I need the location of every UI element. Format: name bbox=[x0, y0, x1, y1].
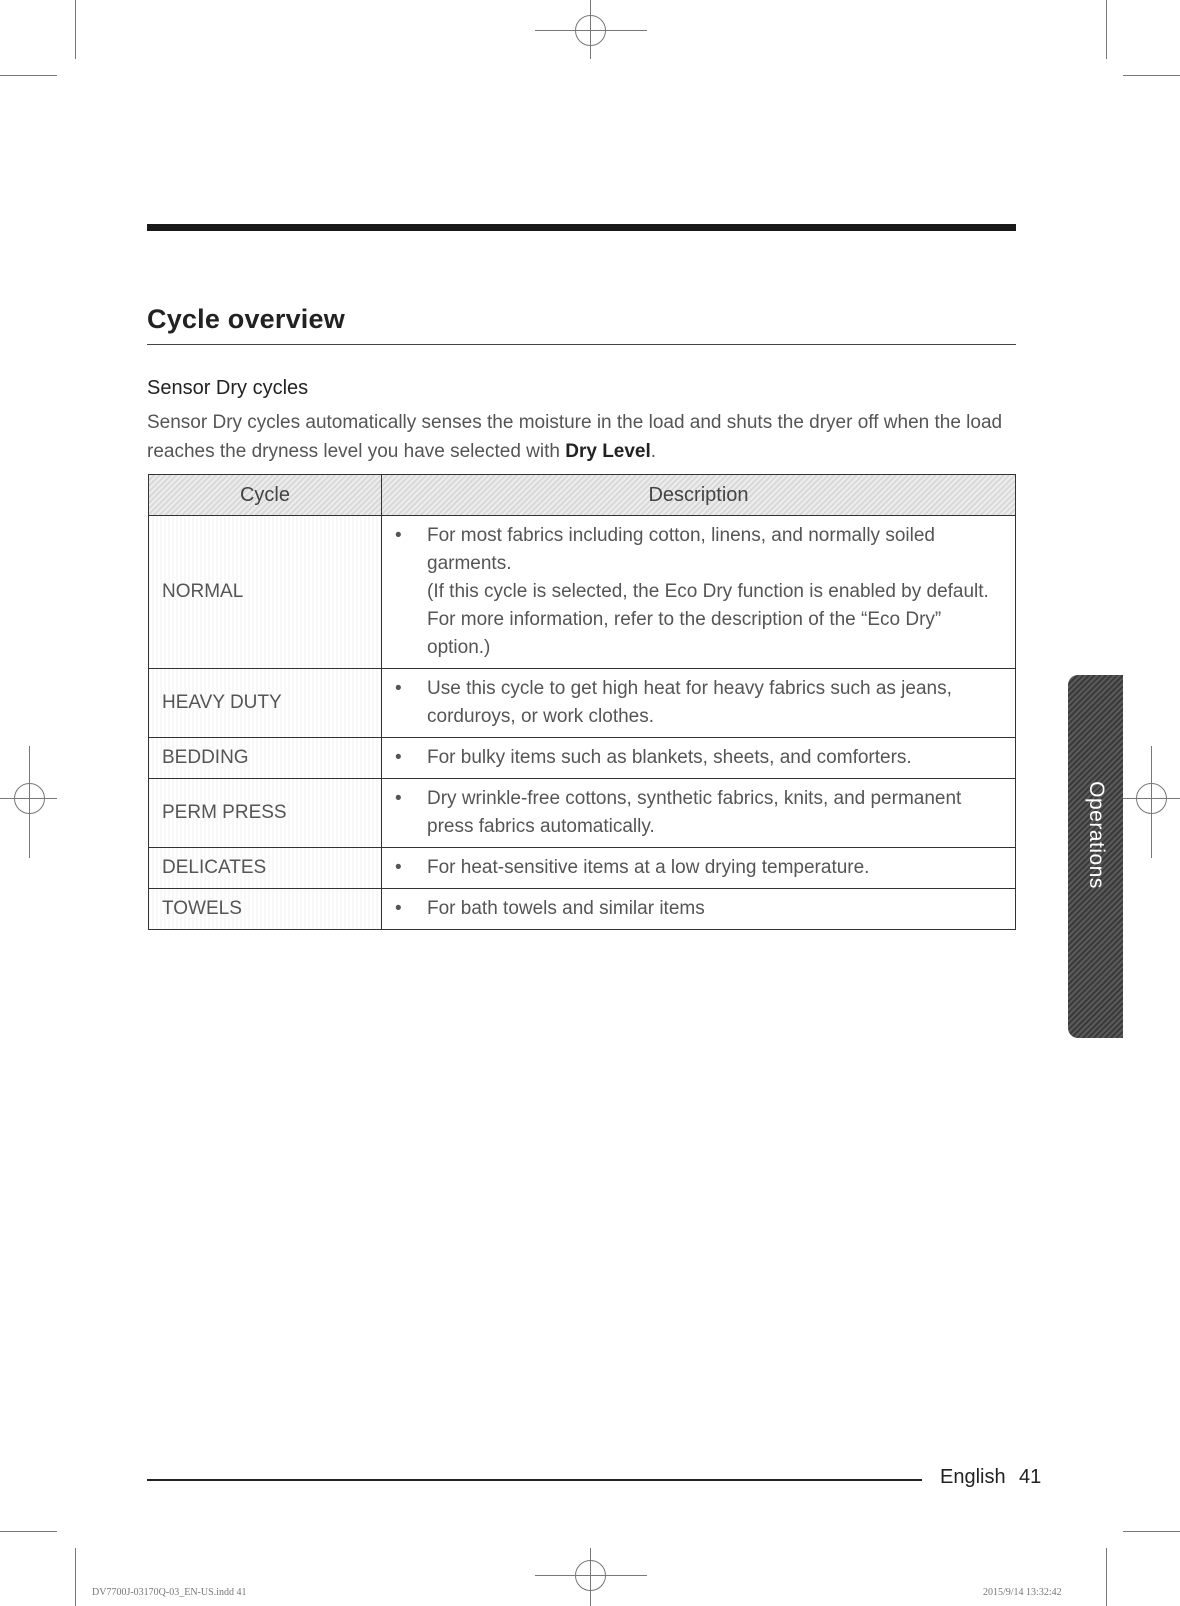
header-description: Description bbox=[382, 475, 1016, 516]
description-item bbox=[395, 785, 997, 841]
table-row bbox=[149, 848, 1016, 889]
section-title: Cycle overview bbox=[147, 304, 345, 334]
dry-level-term: Dry Level bbox=[565, 441, 651, 462]
header-cycle: Cycle bbox=[149, 475, 382, 516]
crop-mark bbox=[1123, 1531, 1180, 1532]
bullet-icon: • bbox=[395, 747, 402, 768]
description-item bbox=[395, 854, 997, 882]
table-row bbox=[149, 669, 1016, 738]
description-item bbox=[395, 675, 997, 731]
cycle-name: TOWELS bbox=[149, 889, 382, 930]
cycle-name: PERM PRESS bbox=[149, 779, 382, 848]
crop-mark bbox=[75, 0, 76, 59]
bullet-icon: • bbox=[395, 898, 402, 919]
title-divider bbox=[147, 344, 1016, 345]
chapter-side-tab bbox=[1068, 675, 1123, 1038]
description-text: For heat-sensitive items at a low drying temperature. bbox=[427, 857, 870, 878]
bullet-icon: • bbox=[395, 525, 402, 546]
crop-mark bbox=[0, 1531, 57, 1532]
cycle-description-cell bbox=[382, 889, 1016, 930]
cycle-description-cell bbox=[382, 738, 1016, 779]
bullet-icon: • bbox=[395, 857, 402, 878]
description-text: Use this cycle to get high heat for heavy fabrics such as jeans, corduroys, or work clothes. bbox=[427, 678, 952, 727]
cycle-table bbox=[148, 474, 1016, 930]
cycle-description-cell bbox=[382, 848, 1016, 889]
print-slug-date: 2015/9/14 13:32:42 bbox=[983, 1587, 1062, 1598]
table-header-row bbox=[149, 475, 1016, 516]
description-item bbox=[395, 895, 997, 923]
description-item bbox=[395, 744, 997, 772]
subsection-title: Sensor Dry cycles bbox=[147, 377, 309, 399]
bullet-icon: • bbox=[395, 788, 402, 809]
cycle-name: HEAVY DUTY bbox=[149, 669, 382, 738]
print-slug-file: DV7700J-03170Q-03_EN-US.indd 41 bbox=[92, 1587, 247, 1598]
table-row bbox=[149, 516, 1016, 669]
description-note: (If this cycle is selected, the Eco Dry function is enabled by default. For more information, refer to the description of the “Eco Dry” option.) bbox=[427, 581, 989, 658]
description-text: For most fabrics including cotton, linens, and normally soiled garments. bbox=[427, 525, 935, 574]
description-text: For bath towels and similar items bbox=[427, 898, 705, 919]
cycle-name: BEDDING bbox=[149, 738, 382, 779]
footer-rule bbox=[147, 1479, 922, 1481]
footer-language: English bbox=[940, 1466, 1006, 1488]
cycle-description-cell bbox=[382, 516, 1016, 669]
bullet-icon: • bbox=[395, 678, 402, 699]
crop-mark bbox=[1123, 75, 1180, 76]
cycle-name: DELICATES bbox=[149, 848, 382, 889]
table-row bbox=[149, 889, 1016, 930]
table-row bbox=[149, 738, 1016, 779]
description-item bbox=[395, 522, 997, 662]
page-number: 41 bbox=[1019, 1466, 1042, 1488]
intro-text: Sensor Dry cycles automatically senses the moisture in the load and shuts the dryer off when the load reaches the dryness level you have selected with bbox=[147, 412, 1003, 462]
table-row bbox=[149, 779, 1016, 848]
intro-end: . bbox=[650, 441, 657, 462]
crop-mark bbox=[1106, 1548, 1107, 1606]
top-rule bbox=[147, 224, 1016, 231]
description-text: Dry wrinkle-free cottons, synthetic fabrics, knits, and permanent press fabrics automatically. bbox=[427, 788, 962, 837]
crop-mark bbox=[1106, 0, 1107, 59]
intro-paragraph bbox=[147, 408, 1017, 466]
cycle-name: NORMAL bbox=[149, 516, 382, 669]
description-text: For bulky items such as blankets, sheets, and comforters. bbox=[427, 747, 912, 768]
crop-mark bbox=[75, 1548, 76, 1606]
chapter-tab-label: Operations bbox=[1084, 781, 1108, 889]
cycle-description-cell bbox=[382, 779, 1016, 848]
cycle-description-cell bbox=[382, 669, 1016, 738]
crop-mark bbox=[0, 75, 57, 76]
